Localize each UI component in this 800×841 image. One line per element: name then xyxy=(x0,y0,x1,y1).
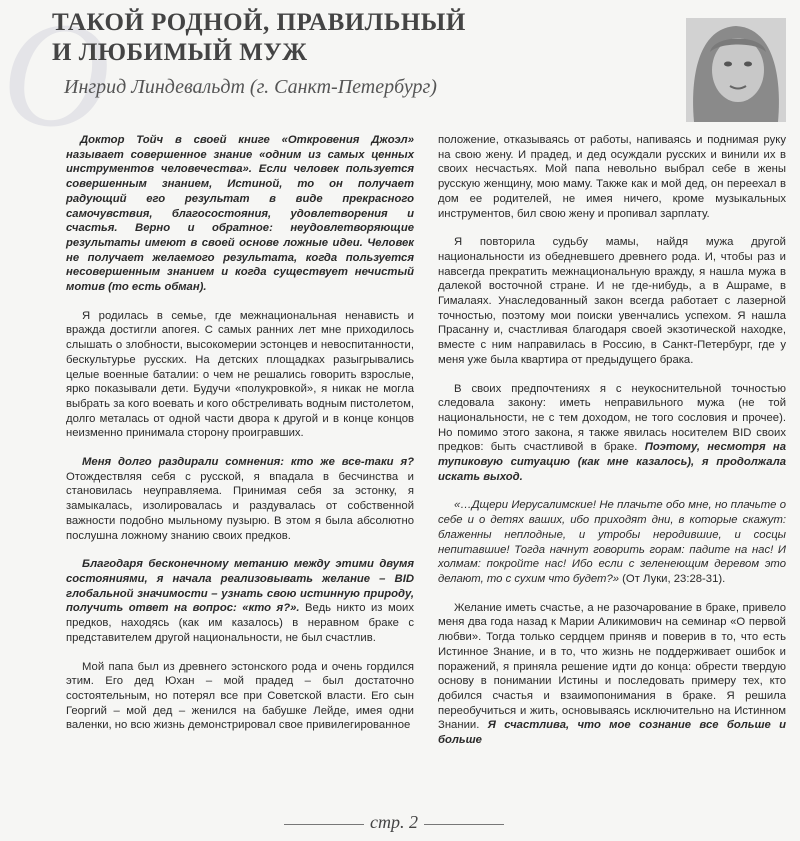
quote-source: (От Луки, 23:28-31). xyxy=(619,572,726,585)
paragraph-text: Ведь никто из моих предков, находясь (как им казалось) в неравном браке с представителем другой национальности, не был счастлив. xyxy=(66,602,414,644)
paragraph-text: Желание иметь счастье, а не разочарование в браке, привело меня два года назад к Марии Аликимович на семинар «О первой любви». Тогда только сердцем приняв и поверив в то, что есть Истинное Знание, и в то, что жизнь не поддерживает ошибок и поражений, я приняла решение идти до конца: обрести твердую основу в понимании Истины и последовать примеру тех, кто добился счастья и взаимопонимания в браке. Я решила перeобучиться и жить, основываясь исключительно на Истинном Знании. xyxy=(438,601,786,732)
decorative-watermark: О xyxy=(2,0,111,158)
title-line-2: И ЛЮБИМЫЙ МУЖ xyxy=(52,39,308,66)
paragraph: Мой папа был из древнего эстонского рода и очень гордился этим. Его дед Юхан – мой прадед – был достаточно состоятельным, но потерял все при Советской власти. Его сын Георгий – мой дед – женился на бабушке Лейде, имея одни валенки, но всю жизнь демонстрировал свое привилегированное xyxy=(66,660,414,732)
paragraph xyxy=(438,382,786,485)
footer-divider-right xyxy=(424,824,504,825)
paragraph: Я родилась в семье, где межнациональная ненависть и вражда достигли апогея. С самых ранних лет мне приходилось слышать о злобности, высокомерии эстонцев и невоспитанности, бескультурье русских. На детских площадках разыгрывались целые военные баталии: о чем не решались говорить взрослые, ярко показывали дети. Будучи «полукровкой», я никак не могла выбрать за кого воевать и кого обстреливать водным пистолетом, долго металась от одной части двора к другой и в конце концов неизменно принимала сторону проигравших. xyxy=(66,309,414,440)
page-number: стр. 2 xyxy=(370,812,418,832)
author-portrait-image xyxy=(686,18,786,122)
paragraph-text: Отождествляя себя с русской, я впадала в бесчинства и становилась неуправляема. Принимая себя за эстонку, я замыкалась, изолировалась и раздувалась от собственной важности подобно мыльному пузырю. В этом я была абсолютно послушна ложному знанию своих предков. xyxy=(66,470,414,542)
emphasis-text: Благодаря бесконечному метанию между этими двумя состояниями, я начала реализовывать желание – BID глобальной значимости – узнать свою истинную природу, получить ответ на вопрос: «кто я?». xyxy=(66,558,414,615)
page-footer xyxy=(284,812,504,836)
paragraph: положение, отказываясь от работы, напиваясь и поднимая руку на свою жену. И прадед, и дед осуждали русских и винили их в своих несчастьях. Мой папа невольно выбрал себе в жены русскую женщину, мою маму. Также как и мой дед, он переехал в дом ее родителей, не имея ничего, кроме музыкальных инструментов, бил свою жену и пропивал зарплату. xyxy=(438,134,786,220)
paragraph xyxy=(66,557,414,645)
article-body xyxy=(66,133,786,813)
author-photo xyxy=(686,18,786,122)
emphasis-text: Меня долго раздирали сомнения: кто же все-таки я? xyxy=(82,456,414,469)
right-column xyxy=(438,133,786,813)
paragraph xyxy=(438,601,786,748)
paragraph-text: В своих предпочтениях я с неукоснительной точностью следовала закону: иметь неправильного мужа (не той национальности, не с тем доходом, не того сословия и прочее). Но помимо этого закона, я также явилась носителем BID своих предков: быть счастливой в браке. xyxy=(438,382,786,454)
emphasis-text: Поэтому, несмотря на тупиковую ситуацию (как мне казалось), я продолжала искать выход. xyxy=(438,441,786,483)
title-line-1: ТАКОЙ РОДНОЙ, ПРАВИЛЬНЫЙ xyxy=(52,9,466,36)
paragraph xyxy=(66,455,414,543)
bible-quote xyxy=(438,498,786,586)
article-title xyxy=(52,8,466,68)
article-author: Ингрид Линдевальдт (г. Санкт-Петербург) xyxy=(64,76,437,98)
quote-text: «…Дщери Иерусалимские! Не плачьте обо мне, но плачьте о себе и о детях ваших, ибо приходят дни, в которые скажут: блаженны неплодные, и утробы неродившие, и сосцы непитавшие! Тогда начнут говорить горам: падите на нас! И холмам: покройте нас! Ибо если с зеленеющим деревом это делают, то с сухим что будет?» xyxy=(438,499,786,585)
footer-divider-left xyxy=(284,824,364,825)
left-column xyxy=(66,133,414,813)
paragraph: Я повторила судьбу мамы, найдя мужа другой национальности из обедневшего древнего рода. И, чтобы раз и навсегда прекратить межнациональную вражду, я нашла мужа в далекой восточной стране. И не где-нибудь, а в Ашраме, в Гималаях. Унаследованный закон всегда работает с лазерной точностью, поэтому мои поиски увенчались успехом. Я нашла Прасанну и, счастливая благодаря своей экзотической находке, вместе с ним направилась в Россию, в Санкт-Петербург, где у меня уже была квартира от предыдущего брака. xyxy=(438,236,786,366)
lead-paragraph: Доктор Тойч в своей книге «Откровения Джоэл» называет совершенное знание «одним из самых ценных инструментов человечества». Если человек пользуется совершенным знанием, Истиной, то он получает радующий его результат в виде прекрасного самочувствия, благосостояния, удовлетворения и счастья. Верно и обратное: неудовлетворяющие результаты имеют в своей основе ложные идеи. Человек не получает желаемого результата, когда пользуется несовершенным знанием и когда существует нечистый мотив (то есть обман). xyxy=(66,134,414,294)
emphasis-text: Я счастлива, что мое сознание все больше и больше xyxy=(438,719,786,747)
